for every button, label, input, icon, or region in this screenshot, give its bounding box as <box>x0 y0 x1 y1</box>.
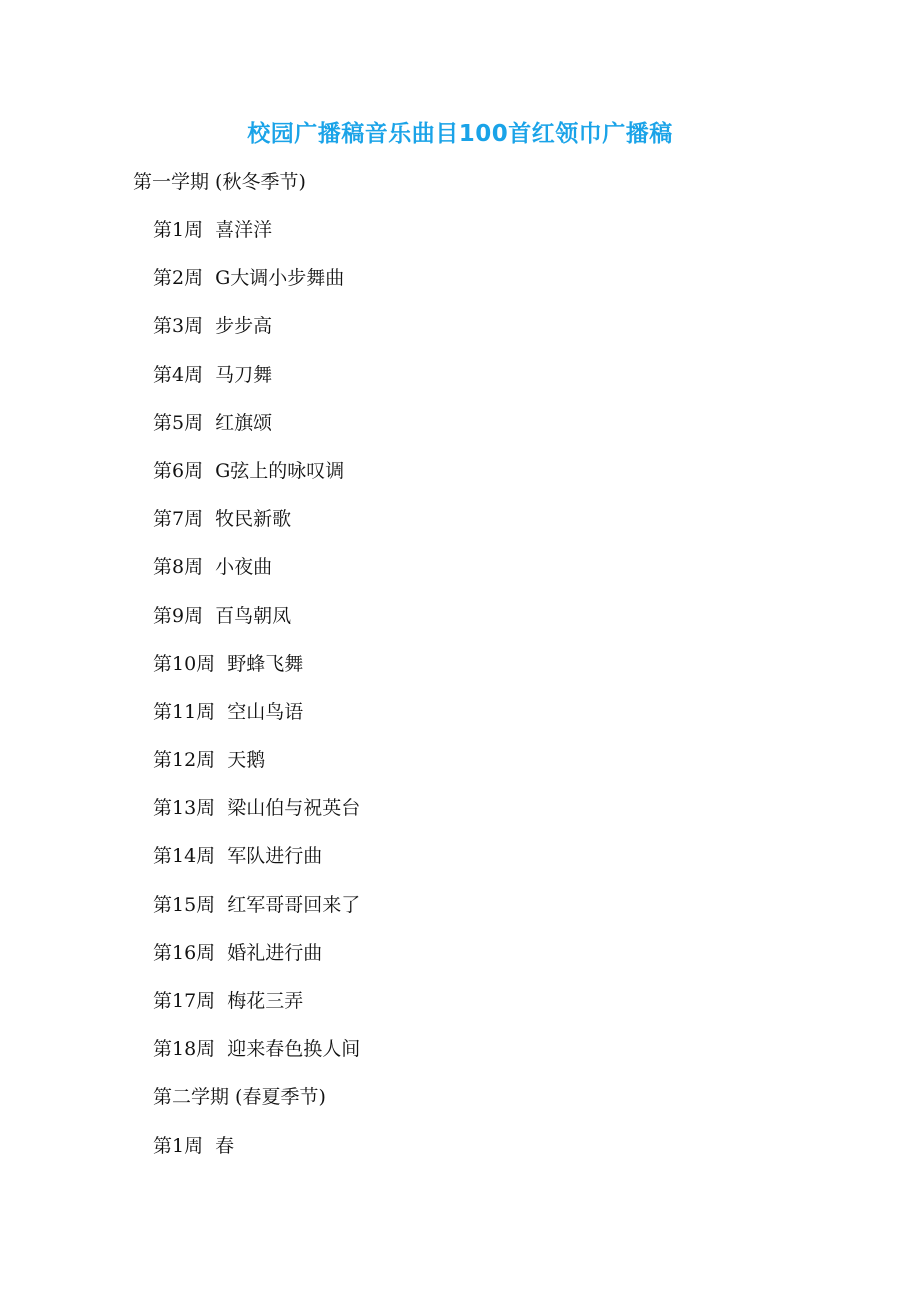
song-title: 梁山伯与祝英台 <box>227 797 361 820</box>
week-label: 第12周 <box>153 749 216 772</box>
song-title: 牧民新歌 <box>215 508 292 531</box>
week-label: 第9周 <box>153 604 204 627</box>
list-item <box>153 408 360 456</box>
document-title: 校园广播稿音乐曲目100首红领巾广播稿 <box>247 121 673 147</box>
week-label: 第17周 <box>153 990 216 1012</box>
list-item <box>153 263 360 311</box>
song-title: 梅花三弄 <box>227 990 304 1012</box>
week-label: 第10周 <box>153 652 216 675</box>
week-label: 第6周 <box>153 459 204 482</box>
list-item <box>153 504 360 552</box>
song-title: 天鹅 <box>227 749 266 772</box>
song-title: 红军哥哥回来了 <box>227 893 361 916</box>
song-title: 迎来春色换人间 <box>227 1038 361 1061</box>
list-item <box>153 311 360 359</box>
song-title: 小夜曲 <box>215 556 273 579</box>
song-title: 婚礼进行曲 <box>227 941 323 964</box>
list-item <box>153 793 360 841</box>
song-title: G弦上的咏叹调 <box>215 459 345 482</box>
list-item <box>153 697 360 745</box>
week-label: 第2周 <box>153 267 204 290</box>
list-item <box>153 745 360 793</box>
song-title: 野蜂飞舞 <box>227 652 304 675</box>
song-title: 马刀舞 <box>215 363 273 386</box>
week-label: 第1周 <box>153 219 204 241</box>
semester-2-heading: 第二学期 (春夏季节) <box>153 1086 326 1109</box>
list-item <box>153 841 360 889</box>
list-item <box>153 986 360 1034</box>
week-label: 第11周 <box>153 700 216 723</box>
semester-1-heading: 第一学期 (秋冬季节) <box>133 171 306 193</box>
week-label: 第3周 <box>153 315 204 338</box>
song-title: 百鸟朝凤 <box>215 604 292 627</box>
list-item <box>153 360 360 408</box>
list-item <box>153 552 360 600</box>
song-title: 军队进行曲 <box>227 845 323 868</box>
week-label: 第4周 <box>153 363 204 386</box>
week-label: 第16周 <box>153 941 216 964</box>
list-item <box>153 215 360 263</box>
week-label: 第7周 <box>153 508 204 531</box>
song-title: 喜洋洋 <box>215 219 273 241</box>
list-item <box>153 1131 360 1179</box>
week-label: 第15周 <box>153 893 216 916</box>
music-list <box>153 215 360 1179</box>
week-label: 第18周 <box>153 1038 216 1061</box>
week-label: 第1周 <box>153 1134 204 1157</box>
week-label: 第13周 <box>153 797 216 820</box>
list-item <box>153 938 360 986</box>
song-title: G大调小步舞曲 <box>215 267 345 290</box>
week-label: 第8周 <box>153 556 204 579</box>
list-item <box>153 1034 360 1082</box>
song-title: 空山鸟语 <box>227 700 304 723</box>
song-title: 红旗颂 <box>215 411 273 434</box>
list-item <box>153 456 360 504</box>
list-item <box>153 649 360 697</box>
song-title: 春 <box>215 1134 235 1157</box>
week-label: 第5周 <box>153 411 204 434</box>
list-item <box>153 601 360 649</box>
week-label: 第14周 <box>153 845 216 868</box>
song-title: 步步高 <box>215 315 273 338</box>
list-item <box>153 890 360 938</box>
